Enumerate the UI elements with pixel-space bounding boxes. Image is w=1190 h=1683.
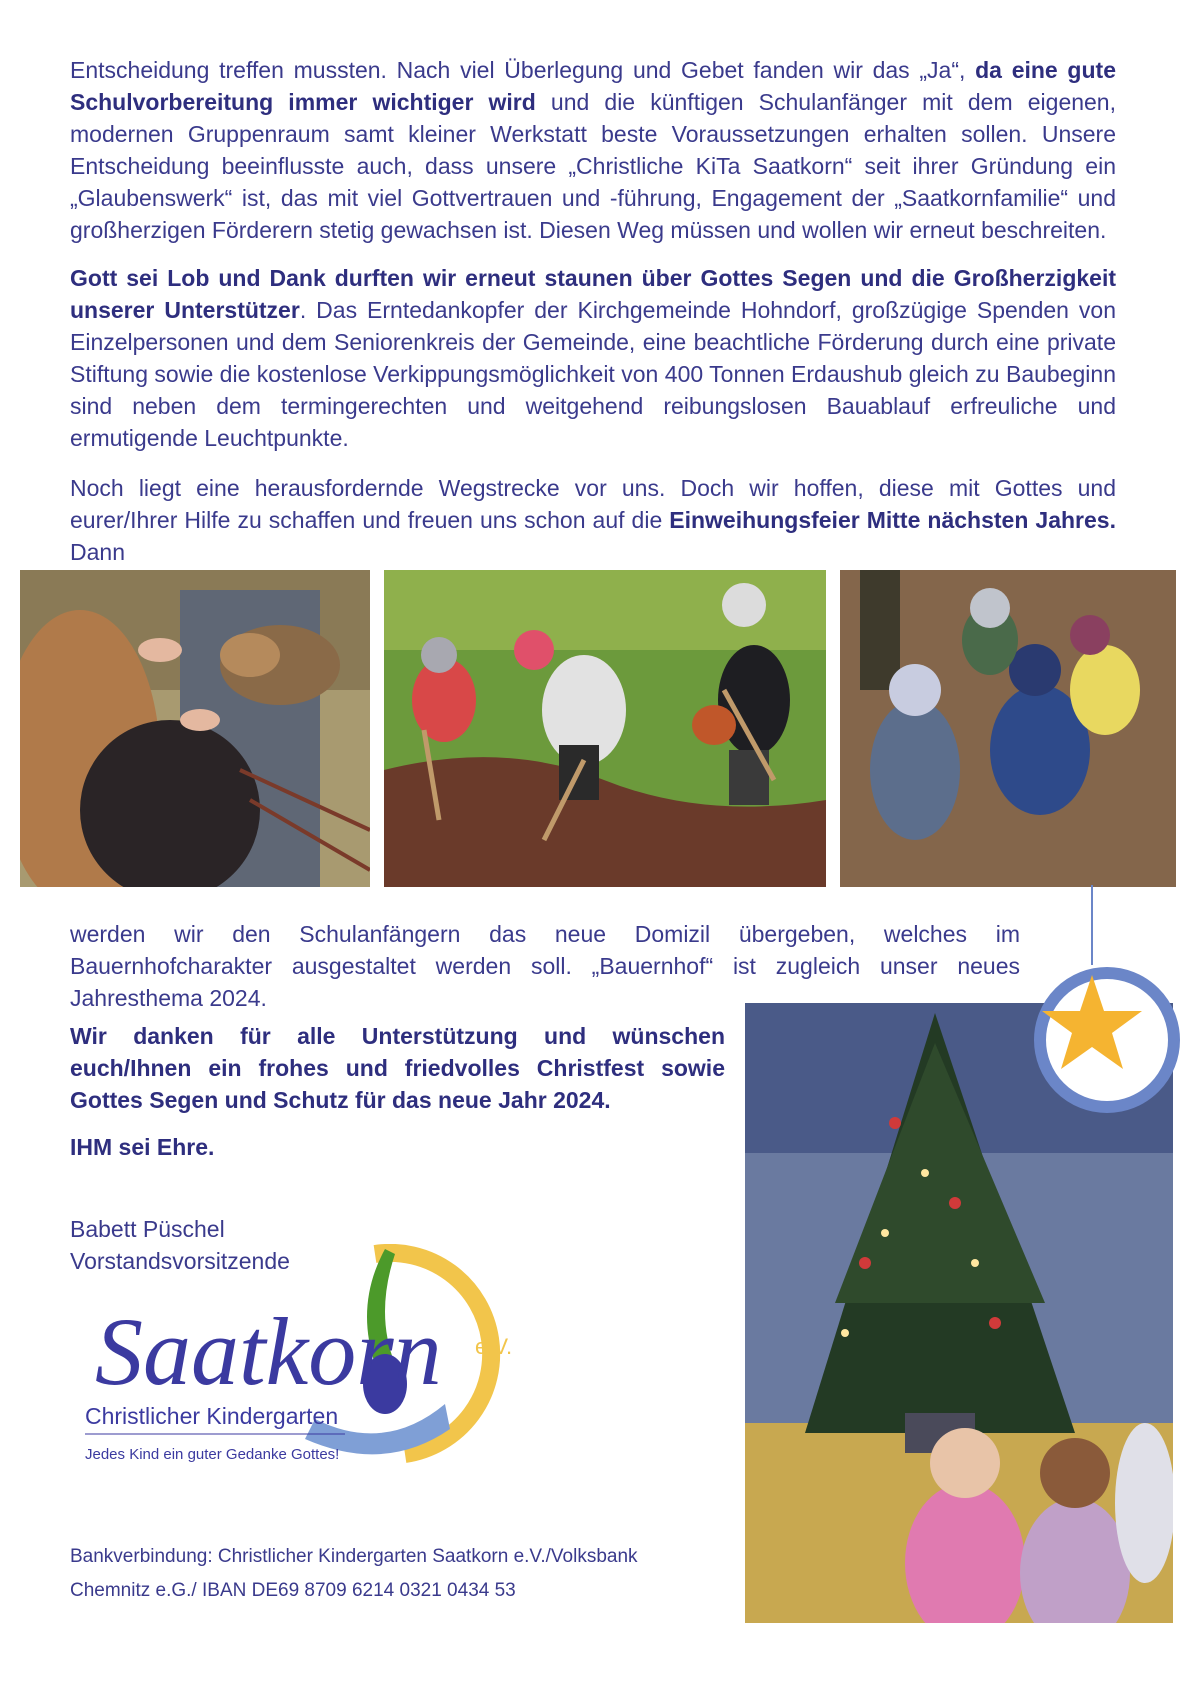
bank-details-line2: Chemnitz e.G./ IBAN DE69 8709 6214 0321 0434 53 bbox=[70, 1580, 516, 1601]
logo-suffix: e.V. bbox=[475, 1334, 513, 1359]
logo-tagline: Jedes Kind ein guter Gedanke Gottes! bbox=[85, 1446, 340, 1463]
paragraph-decision bbox=[70, 54, 1116, 246]
paragraph-outlook bbox=[70, 472, 1116, 568]
bank-details-line1: Bankverbindung: Christlicher Kindergarten Saatkorn e.V./Volksbank bbox=[70, 1546, 638, 1567]
paragraph-emphasis: Einweihungsfeier Mitte nächsten Jahres. bbox=[669, 507, 1116, 533]
paragraph-emphasis: da eine gute Schulvorbereitung immer wichtiger wird bbox=[70, 57, 1116, 115]
paragraph-text: . Das Erntedankopfer der Kirchgemeinde Hohndorf, großzügige Spenden von Einzelpersonen und dem Seniorenkreis der Gemeinde, eine beachtliche Förderung durch eine private Stiftung sowie die kostenlose Verkippungsmöglichkeit von 400 Tonnen Erdaushub gleich zu Baubeginn sind neben dem termingerechten und weitgehend reibungslosen Bauablauf erfreuliche und ermutigende Leuchtpunkte. bbox=[70, 297, 1117, 451]
paragraph-emphasis: Gott sei Lob und Dank durften wir erneut staunen über Gottes Segen und die Großherzigkeit unserer Unterstützer bbox=[70, 265, 1116, 323]
logo-subtitle: Christlicher Kindergarten bbox=[85, 1403, 339, 1429]
paragraph-text: Entscheidung treffen mussten. Nach viel Überlegung und Gebet fanden wir das „Ja“, bbox=[70, 57, 976, 83]
saatkorn-logo bbox=[85, 1244, 535, 1474]
signature-role: Vorstandsvorsitzende bbox=[70, 1248, 290, 1274]
paragraph-text: und die künftigen Schulanfänger mit dem eigenen, modernen Gruppenraum samt kleiner Werkstatt beste Voraussetzungen erhalten sollen. Unsere Entscheidung beeinflusste auch, dass unsere „Christliche KiTa Saatkorn“ seit ihrer Gründung ein „Glaubenswerk“ ist, das mit viel Gottvertrauen und -führung, Engagement der „Saatkornfamilie“ und großherzigen Förderern stetig gewachsen ist. Diesen Weg müssen und wollen wir erneut beschreiten. bbox=[70, 89, 1116, 243]
logo-wordmark: Saatkorn bbox=[95, 1298, 442, 1405]
paragraph-handover: werden wir den Schulanfängern das neue Domizil übergeben, welches im Bauernhofcharakter ausgestaltet werden soll. „Bauernhof“ ist zugleich unser neues Jahresthema 2024. bbox=[70, 921, 1020, 1011]
paragraph-text: Noch liegt eine herausfordernde Wegstrecke vor uns. Doch wir hoffen, diese mit Gottes und eurer/Ihrer Hilfe zu schaffen und freuen uns schon auf die bbox=[70, 475, 1116, 533]
closing-wishes: Wir danken für alle Unterstützung und wünschen euch/Ihnen ein frohes und friedvolles Christfest sowie Gottes Segen und Schutz für das neue Jahr 2024. bbox=[70, 1023, 725, 1113]
closing-honor: IHM sei Ehre. bbox=[70, 1134, 215, 1160]
signature-name: Babett Püschel bbox=[70, 1216, 225, 1242]
photo-children-with-bird bbox=[20, 570, 370, 887]
star-ornament-icon bbox=[1020, 885, 1185, 1115]
photo-children-in-forest bbox=[840, 570, 1176, 887]
paragraph-text: Dann bbox=[70, 539, 125, 565]
photo-children-digging bbox=[384, 570, 826, 887]
paragraph-thanks-supporters bbox=[70, 262, 1116, 454]
